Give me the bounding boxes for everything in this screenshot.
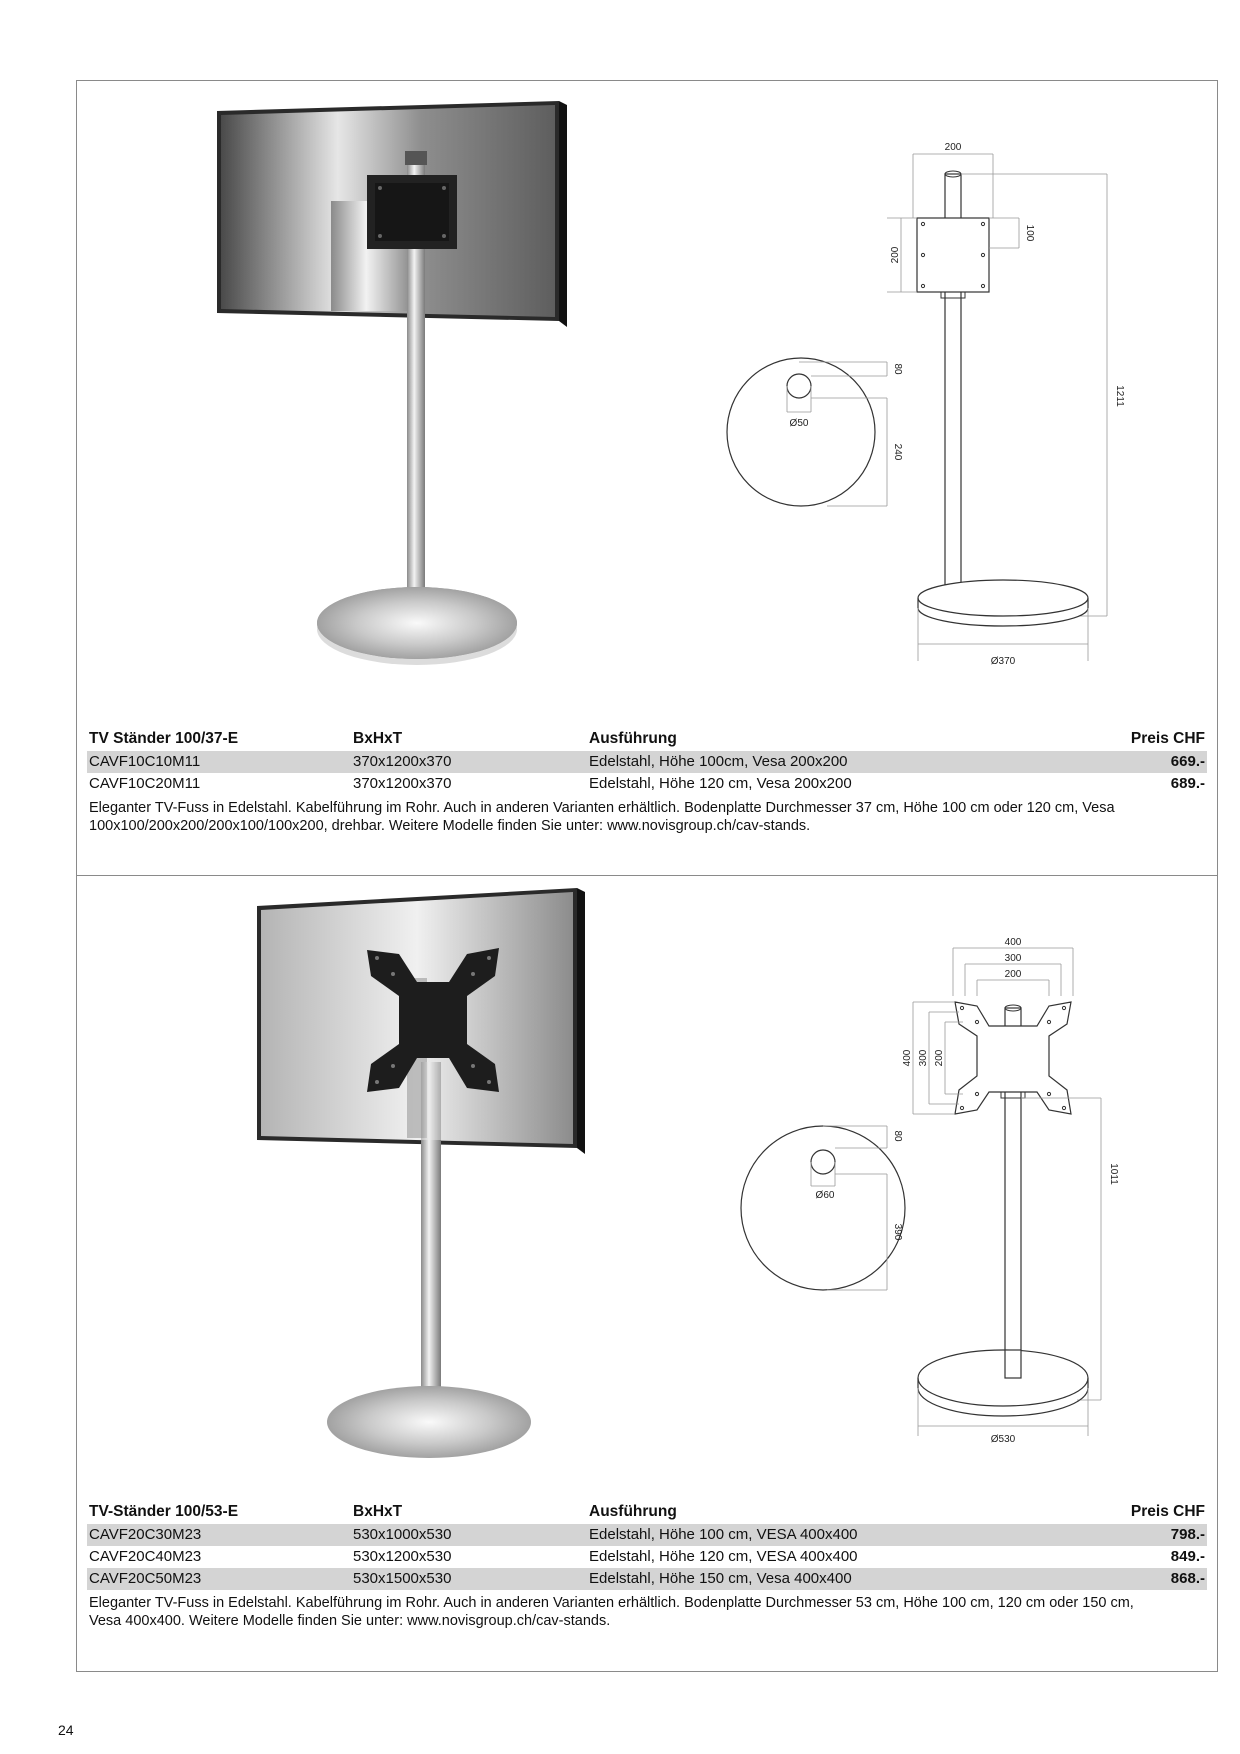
price: 798.- (1170, 1526, 1205, 1543)
col-dims: BxHxT (353, 730, 403, 747)
dim-plate-height: 200 (890, 246, 901, 264)
product-photo-tv-stand-53 (177, 882, 597, 1462)
col-finish: Ausführung (589, 730, 677, 747)
price: 849.- (1170, 1548, 1205, 1565)
dim-base-diameter: Ø530 (990, 1434, 1016, 1445)
dim-vesa-height-300: 300 (918, 1049, 929, 1067)
dim-plate-width: 200 (944, 142, 962, 153)
table-row (87, 1546, 1207, 1568)
product-description: Eleganter TV-Fuss in Edelstahl. Kabelführung im Rohr. Auch in anderen Varianten erhältlich. Bodenplatte Durchmesser 53 cm, Höhe 100 cm, 120 cm oder 150 cm, Vesa 400x400. Weitere Modelle finden Sie unter: www.novisgroup.ch/cav-stands. (89, 1595, 1134, 1629)
technical-drawing-53 (727, 936, 1147, 1456)
dimensions: 530x1000x530 (353, 1526, 452, 1543)
spec-table-53 (87, 1500, 1207, 1630)
dim-top-offset: 80 (892, 363, 903, 375)
technical-drawing-37 (727, 136, 1147, 667)
price: 868.- (1170, 1570, 1205, 1587)
spec-header (87, 1500, 1207, 1524)
finish: Edelstahl, Höhe 100cm, Vesa 200x200 (589, 753, 848, 770)
dimensions: 370x1200x370 (353, 775, 452, 792)
product-title: TV-Ständer 100/53-E (89, 1503, 239, 1520)
dim-vesa-width-200: 200 (1004, 969, 1022, 980)
finish: Edelstahl, Höhe 120 cm, Vesa 200x200 (589, 775, 852, 792)
finish: Edelstahl, Höhe 100 cm, VESA 400x400 (589, 1526, 858, 1543)
dim-vesa-width-400: 400 (1004, 937, 1022, 948)
dim-hole-offset: 390 (892, 1223, 903, 1241)
dim-pipe-diameter: Ø50 (789, 418, 809, 429)
finish: Edelstahl, Höhe 120 cm, VESA 400x400 (589, 1548, 858, 1565)
table-row (87, 773, 1207, 795)
dim-vesa-height-400: 400 (902, 1049, 913, 1067)
dim-base-diameter: Ø370 (990, 656, 1016, 667)
article-code: CAVF20C30M23 (89, 1526, 202, 1543)
dim-plate-offset: 100 (1024, 224, 1035, 242)
table-row (87, 751, 1207, 773)
product-description: Eleganter TV-Fuss in Edelstahl. Kabelführung im Rohr. Auch in anderen Varianten erhältlich. Bodenplatte Durchmesser 37 cm, Höhe 100 cm oder 120 cm, Vesa 100x100/200x200/200x100/100x200, drehbar. Weitere Modelle finden Sie unter: www.novisgroup.ch/cav-stands. (89, 800, 1115, 834)
col-price: Preis CHF (1130, 1503, 1205, 1520)
dimensions: 530x1500x530 (353, 1570, 452, 1587)
table-row (87, 1568, 1207, 1590)
product-title: TV Ständer 100/37-E (89, 730, 239, 747)
col-price: Preis CHF (1130, 730, 1205, 747)
product-panel-2 (76, 876, 1218, 1672)
spec-table-37 (87, 727, 1207, 835)
dim-height: 1211 (1114, 385, 1125, 407)
dim-vesa-width-300: 300 (1004, 953, 1022, 964)
price: 669.- (1170, 753, 1205, 770)
dim-top-offset: 80 (892, 1130, 903, 1142)
col-finish: Ausführung (589, 1503, 677, 1520)
table-row (87, 1524, 1207, 1546)
article-code: CAVF10C10M11 (89, 753, 201, 770)
product-panel-1 (76, 80, 1218, 876)
article-code: CAVF20C50M23 (89, 1570, 202, 1587)
dim-height: 1011 (1108, 1163, 1119, 1185)
article-code: CAVF20C40M23 (89, 1548, 202, 1565)
product-photo-tv-stand-37 (217, 91, 637, 681)
dim-pipe-diameter: Ø60 (815, 1190, 835, 1201)
finish: Edelstahl, Höhe 150 cm, Vesa 400x400 (589, 1570, 852, 1587)
price: 689.- (1170, 775, 1205, 792)
page-number: 24 (58, 1722, 74, 1738)
dim-vesa-height-200: 200 (934, 1049, 945, 1067)
article-code: CAVF10C20M11 (89, 775, 201, 792)
dimensions: 370x1200x370 (353, 753, 452, 770)
dimensions: 530x1200x530 (353, 1548, 452, 1565)
spec-header (87, 727, 1207, 751)
dim-hole-offset: 240 (892, 443, 903, 461)
col-dims: BxHxT (353, 1503, 403, 1520)
